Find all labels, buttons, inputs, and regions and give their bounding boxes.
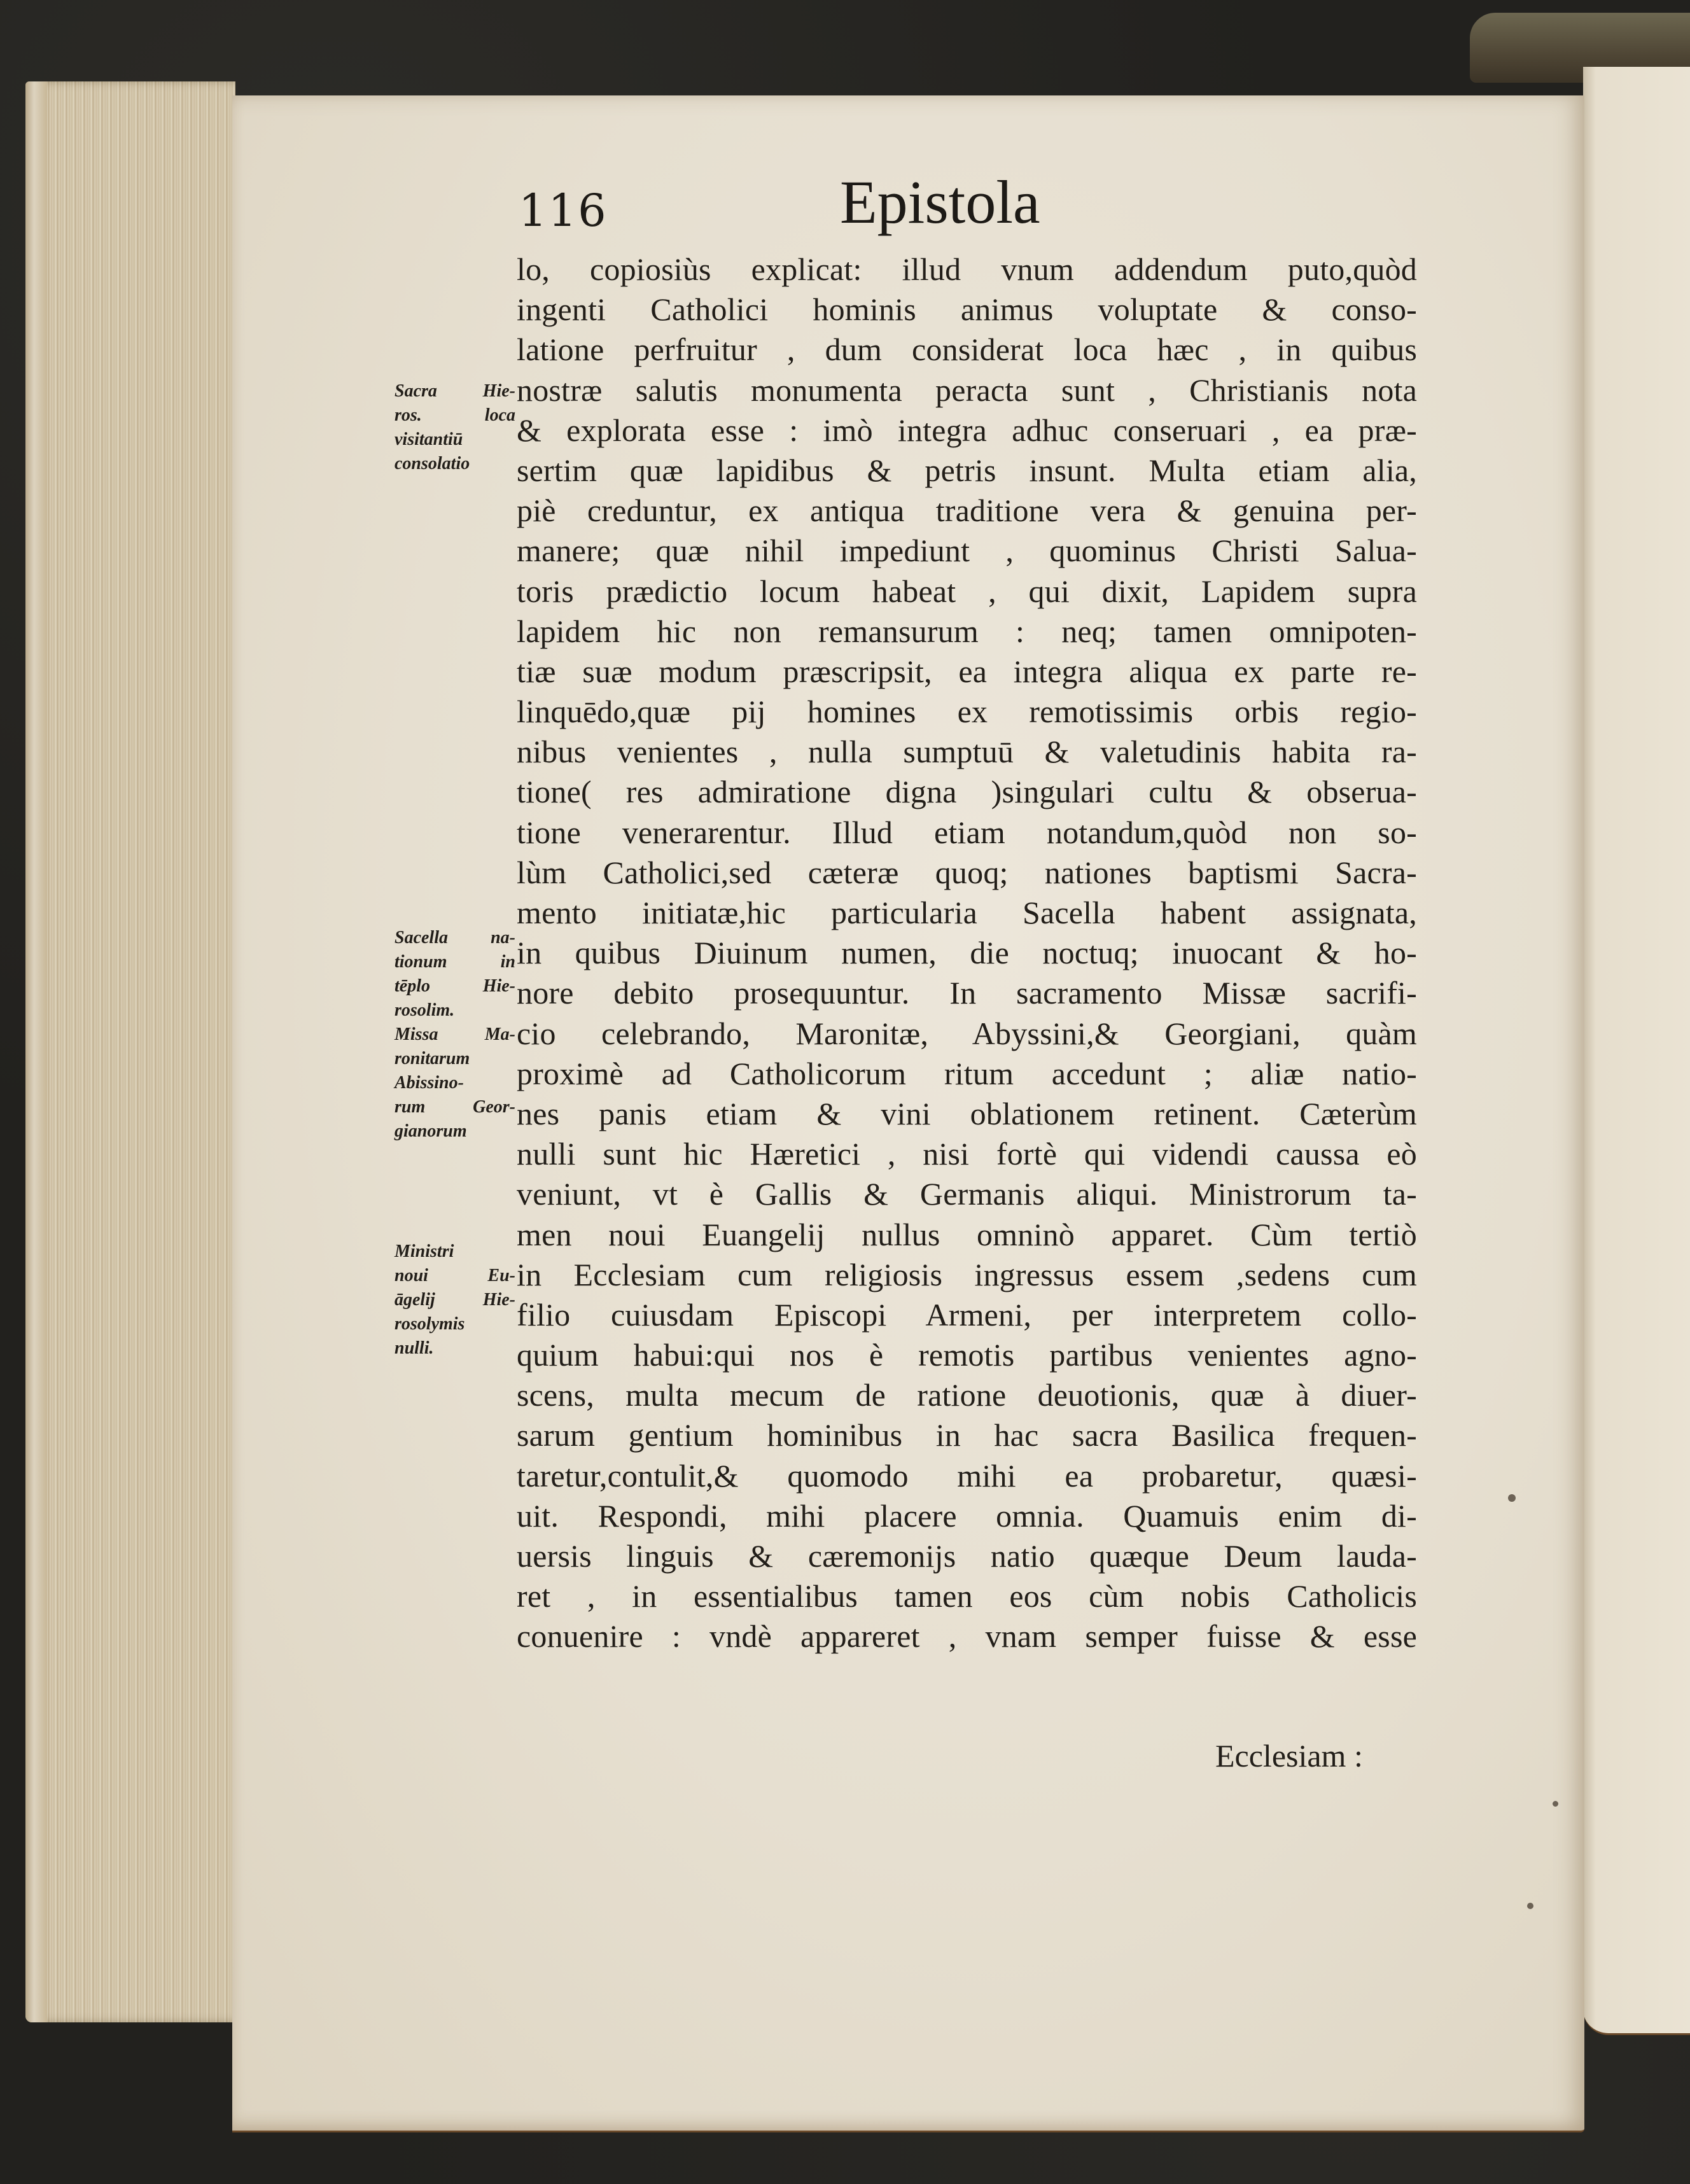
- marginal-note: [395, 1240, 515, 1361]
- text-line: nore debito prosequuntur. In sacramento Missæ sacrifi-: [517, 975, 1417, 1011]
- running-title: Epistola: [840, 168, 1040, 236]
- text-line: filio cuiusdam Episcopi Armeni, per interpretem collo-: [517, 1296, 1417, 1333]
- text-line: ingenti Catholici hominis animus voluptate & conso-: [517, 291, 1417, 328]
- marginal-note-line: rosolim.: [395, 1000, 455, 1020]
- marginal-note-line: Abissino-: [395, 1073, 464, 1093]
- text-line: lapidem hic non remansurum : neq; tamen omnipoten-: [517, 613, 1417, 649]
- marginal-note-line: consolatio: [395, 454, 470, 473]
- ink-spot: [1508, 1494, 1516, 1502]
- text-line: nibus venientes , nulla sumptuū & valetudinis habita ra-: [517, 734, 1417, 770]
- marginal-note-line: tionum in: [395, 952, 515, 972]
- text-line: in Ecclesiam cum religiosis ingressus essem ,sedens cum: [517, 1256, 1417, 1292]
- marginal-note-line: rum Geor-: [395, 1097, 515, 1117]
- marginal-note: [395, 926, 515, 1144]
- text-line: tione venerarentur. Illud etiam notandum,quòd non so-: [517, 814, 1417, 850]
- text-line: uit. Respondi, mihi placere omnia. Quamuis enim di-: [517, 1497, 1417, 1534]
- text-line: quium habui:qui nos è remotis partibus venientes agno-: [517, 1337, 1417, 1373]
- text-line: mento initiatæ,hic particularia Sacella habent assignata,: [517, 895, 1417, 930]
- body-text: [517, 249, 1417, 1657]
- marginal-note: [395, 379, 515, 476]
- marginal-note-line: visitantiū: [395, 430, 463, 449]
- marginal-note-line: Sacella na-: [395, 928, 515, 948]
- ink-spot: [1527, 1903, 1533, 1909]
- text-line: lùm Catholici,sed cæteræ quoq; nationes baptismi Sacra-: [517, 854, 1417, 890]
- text-line: veniunt, vt è Gallis & Germanis aliqui. Ministrorum ta-: [517, 1176, 1417, 1212]
- text-line: in quibus Diuinum numen, die noctuq; inuocant & ho-: [517, 935, 1417, 971]
- page-number: 116: [519, 185, 608, 237]
- text-line: uersis linguis & cæremonijs natio quæque Deum lauda-: [517, 1538, 1417, 1574]
- text-line: manere; quæ nihil impediunt , quominus Christi Salua-: [517, 533, 1417, 569]
- text-line: nulli sunt hic Hæretici , nisi fortè qui videndi caussa eò: [517, 1136, 1417, 1172]
- catchword: Ecclesiam :: [1215, 1738, 1363, 1774]
- text-line: tiæ suæ modum præscripsit, ea integra aliqua ex parte re-: [517, 653, 1417, 689]
- marginal-note-line: noui Eu-: [395, 1266, 515, 1285]
- marginal-note-line: Ministri: [395, 1242, 454, 1261]
- text-line: proximè ad Catholicorum ritum accedunt ; aliæ natio-: [517, 1055, 1417, 1091]
- marginal-note-line: ros. loca: [395, 405, 515, 425]
- text-line: nostræ salutis monumenta peracta sunt , Christianis nota: [517, 372, 1417, 408]
- marginal-note-line: nulli.: [395, 1338, 434, 1358]
- text-line: tione( res admiratione digna )singulari cultu & obserua-: [517, 774, 1417, 810]
- marginal-note-line: Missa Ma-: [395, 1025, 515, 1044]
- text-line: taretur,contulit,& quomodo mihi ea probaretur, quæsi-: [517, 1457, 1417, 1494]
- marginal-note-line: āgelij Hie-: [395, 1290, 515, 1310]
- text-line: piè creduntur, ex antiqua traditione vera & genuina per-: [517, 493, 1417, 529]
- text-line: sertim quæ lapidibus & petris insunt. Multa etiam alia,: [517, 452, 1417, 488]
- text-line: lo, copiosiùs explicat: illud vnum addendum puto,quòd: [517, 251, 1417, 287]
- marginal-note-line: ronitarum: [395, 1049, 470, 1068]
- text-line: sarum gentium hominibus in hac sacra Basilica frequen-: [517, 1417, 1417, 1453]
- text-line: nes panis etiam & vini oblationem retinent. Cæterùm: [517, 1095, 1417, 1131]
- ink-spot: [1553, 1801, 1558, 1807]
- marginal-note-line: Sacra Hie-: [395, 381, 515, 401]
- text-line: conuenire : vndè appareret , vnam semper fuisse & esse: [517, 1618, 1417, 1655]
- text-line: scens, multa mecum de ratione deuotionis, quæ à diuer-: [517, 1377, 1417, 1413]
- text-line: cio celebrando, Maronitæ, Abyssini,& Georgiani, quàm: [517, 1015, 1417, 1051]
- text-line: ret , in essentialibus tamen eos cùm nobis Catholicis: [517, 1578, 1417, 1614]
- text-line: & explorata esse : imò integra adhuc conseruari , ea præ-: [517, 412, 1417, 448]
- running-head: [519, 167, 1416, 237]
- marginal-note-line: gianorum: [395, 1121, 467, 1141]
- marginal-note-line: rosolymis: [395, 1314, 465, 1334]
- text-line: linquēdo,quæ pij homines ex remotissimis orbis regio-: [517, 694, 1417, 730]
- text-line: men noui Euangelij nullus omninò apparet. Cùm tertiò: [517, 1216, 1417, 1252]
- text-line: latione perfruitur , dum considerat loca hæc , in quibus: [517, 332, 1417, 368]
- text-line: toris prædictio locum habeat , qui dixit, Lapidem supra: [517, 573, 1417, 609]
- marginal-note-line: tēplo Hie-: [395, 976, 515, 996]
